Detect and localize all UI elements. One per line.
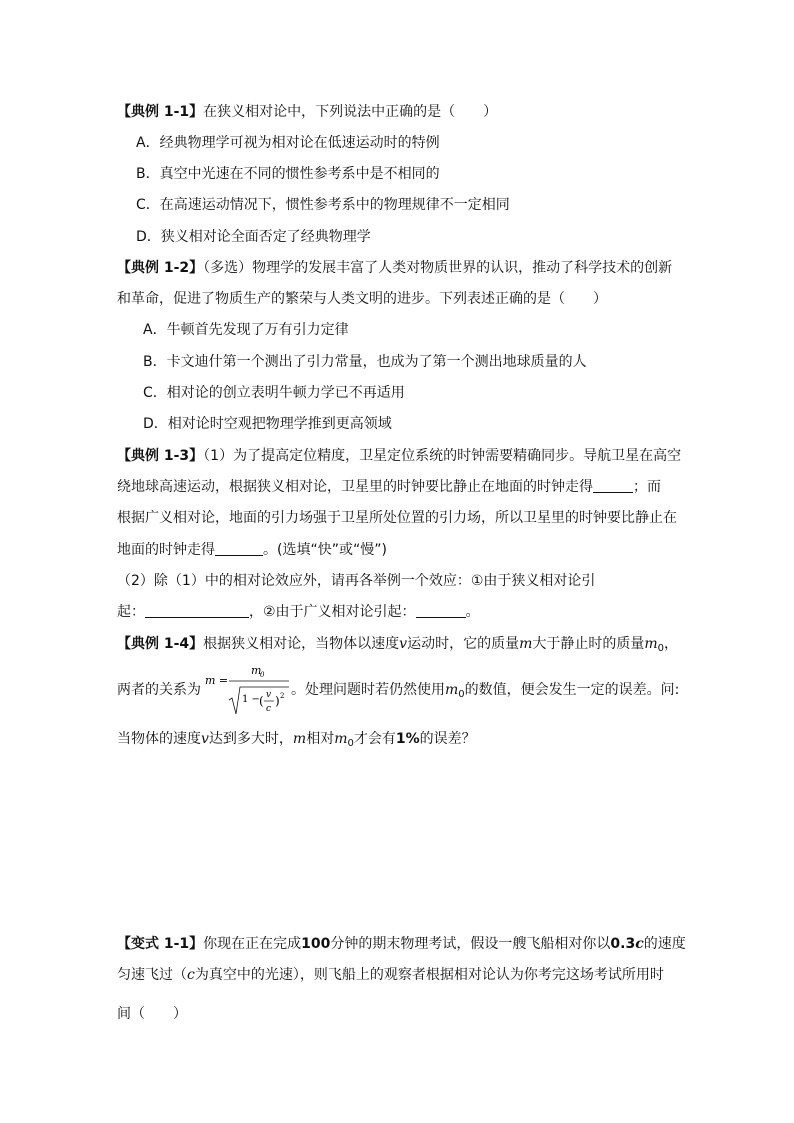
text-span: 匀速飞过（ bbox=[117, 967, 187, 983]
text-span: 大于静止时的质量 bbox=[532, 636, 645, 652]
subscript: 0 bbox=[458, 689, 465, 700]
percent-value: 1% bbox=[395, 731, 420, 747]
question-stem-cont: 和革命，促进了物质生产的繁荣与人类文明的进步。下列表述正确的是（ ） bbox=[117, 291, 607, 307]
var-m: m bbox=[292, 731, 307, 747]
mass-formula-svg bbox=[205, 660, 291, 718]
text-span: 。处理问题时若仍然使用 bbox=[291, 682, 445, 698]
question-tag: 【典例 1-4】 bbox=[117, 636, 204, 652]
text-span: 达到多大时， bbox=[208, 731, 293, 747]
question-tag: 【典例 1-1】 bbox=[117, 104, 204, 120]
text-span: 的数值，便会发生一定的误差。问: bbox=[464, 682, 680, 698]
question-text-line: 间（ ） bbox=[117, 1006, 187, 1022]
answer-blank-1[interactable] bbox=[593, 478, 633, 493]
text-span: 。 bbox=[465, 604, 480, 620]
question-1-2 bbox=[117, 258, 794, 278]
text-span: 相对 bbox=[306, 731, 335, 747]
text-span: 的速度 bbox=[643, 936, 686, 952]
var-v: v bbox=[201, 731, 209, 747]
text-span: ，②由于广义相对论引起： bbox=[249, 604, 416, 620]
option-d[interactable]: D．相对论时空观把物理学推到更高领域 bbox=[143, 416, 392, 432]
text-span: 为真空中的光速），则飞船上的观察者根据相对论认为你考完这场考试所用时 bbox=[194, 967, 664, 983]
mass-formula bbox=[205, 660, 291, 718]
paren-left: ( bbox=[259, 694, 264, 708]
formula-exponent: 2 bbox=[280, 692, 285, 700]
text-span: 分钟的期末物理考试，假设一艘飞船相对你以 bbox=[330, 936, 611, 952]
question-text-line bbox=[117, 965, 794, 985]
text-span: 当物体的速度 bbox=[117, 731, 201, 747]
question-text-line bbox=[117, 602, 794, 622]
formula-lhs: m = bbox=[205, 674, 229, 687]
text-span: 才会有 bbox=[353, 731, 396, 747]
var-c: c bbox=[187, 967, 195, 983]
question-text-line bbox=[117, 540, 794, 560]
text-span: 两者的关系为 bbox=[117, 682, 201, 698]
option-b[interactable]: B．卡文迪什第一个测出了引力常量，也成为了第一个测出地球质量的人 bbox=[143, 354, 587, 370]
formula-numerator: m bbox=[251, 664, 262, 677]
speed-value: 0.3 bbox=[610, 936, 636, 952]
option-a[interactable]: A．经典物理学可视为相对论在低速运动时的特例 bbox=[136, 135, 440, 151]
option-c[interactable]: C．在高速运动情况下，惯性参考系中的物理规律不一定相同 bbox=[136, 197, 510, 213]
option-c[interactable]: C．相对论的创立表明牛顿力学已不再适用 bbox=[143, 385, 405, 401]
text-span: 绕地球高速运动，根据狭义相对论，卫星里的时钟要比静止在地面的时钟走得 bbox=[117, 479, 593, 495]
question-1-1 bbox=[117, 102, 794, 122]
text-span: 运动时，它的质量 bbox=[407, 636, 520, 652]
question-tag: 【典例 1-2】 bbox=[117, 260, 204, 276]
text-span: 你现在正在完成 bbox=[203, 936, 302, 952]
question-text-line: （2）除（1）中的相对论效应外，请再各举例一个效应：①由于狭义相对论引 bbox=[117, 573, 596, 589]
text-span: 。(选填“快”或“慢”) bbox=[263, 542, 387, 558]
var-m0: m bbox=[445, 682, 459, 698]
formula-c: c bbox=[266, 704, 272, 714]
option-d[interactable]: D．狭义相对论全面否定了经典物理学 bbox=[136, 229, 371, 245]
formula-v: v bbox=[266, 690, 272, 700]
question-tag: 【变式 1-1】 bbox=[117, 936, 204, 952]
answer-blank-4[interactable] bbox=[416, 603, 466, 618]
question-1-3 bbox=[117, 446, 794, 466]
var-m0: m bbox=[334, 731, 348, 747]
text-span: 地面的时钟走得 bbox=[117, 542, 215, 558]
var-v: v bbox=[399, 636, 408, 652]
variant-1-1 bbox=[117, 934, 794, 954]
paren-right: ) bbox=[275, 694, 280, 708]
question-stem: 在狭义相对论中，下列说法中正确的是（ ） bbox=[203, 104, 498, 120]
question-1-4 bbox=[117, 634, 794, 654]
formula-numerator-sub: 0 bbox=[260, 671, 265, 679]
text-span: ， bbox=[664, 636, 679, 652]
number-100: 100 bbox=[301, 936, 331, 952]
text-span: 根据狭义相对论，当物体以速度 bbox=[203, 636, 400, 652]
question-text-line bbox=[117, 477, 794, 497]
option-a[interactable]: A．牛顿首先发现了万有引力定律 bbox=[143, 322, 349, 338]
formula-one-minus: 1 − bbox=[242, 694, 260, 705]
text-span: 起： bbox=[117, 604, 145, 620]
question-text-line: 根据广义相对论，地面的引力场强于卫星所处位置的引力场，所以卫星里的时钟要比静止在 bbox=[117, 510, 677, 526]
var-m: m bbox=[519, 636, 533, 652]
var-m0: m bbox=[644, 636, 658, 652]
subscript: 0 bbox=[347, 738, 354, 749]
question-stem: （多选）物理学的发展丰富了人类对物质世界的认识，推动了科学技术的创新 bbox=[203, 260, 673, 276]
option-b[interactable]: B．真空中光速在不同的惯性参考系中是不相同的 bbox=[136, 166, 440, 182]
answer-blank-2[interactable] bbox=[215, 541, 263, 556]
subscript: 0 bbox=[657, 643, 665, 654]
var-c: c bbox=[635, 936, 644, 952]
question-text-line bbox=[117, 729, 794, 749]
question-tag: 【典例 1-3】 bbox=[117, 448, 204, 464]
text-span: ；而 bbox=[633, 479, 661, 495]
answer-blank-3[interactable] bbox=[145, 603, 249, 618]
question-text: （1）为了提高定位精度，卫星定位系统的时钟需要精确同步。导航卫星在高空 bbox=[203, 448, 682, 464]
text-span: 的误差？ bbox=[419, 731, 476, 747]
